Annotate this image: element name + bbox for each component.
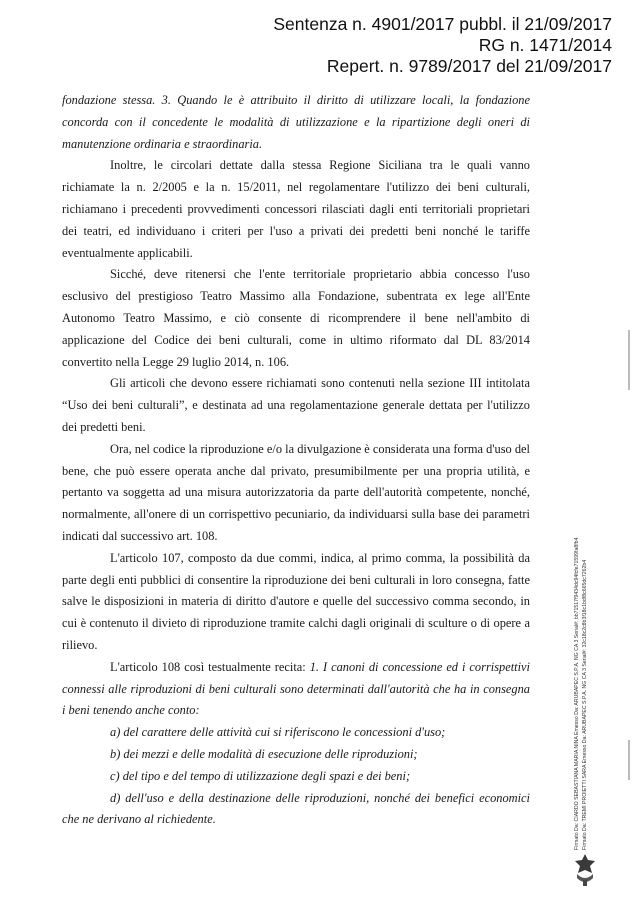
list-item-b: b) dei mezzi e delle modalità di esecuzione delle riproduzioni; (110, 746, 418, 761)
rg-number: RG n. 1471/2014 (478, 35, 612, 55)
list-item-a: a) del carattere delle attività cui si riferiscono le concessioni d'uso; (110, 725, 446, 740)
paragraph-article-108 (62, 657, 530, 722)
paragraph: Sicché, deve ritenersi che l'ente territoriale proprietario abbia concesso l'uso esclusivo del prestigioso Teatro Massimo alla Fondazione, subentrata ex lege all'Ente Autonomo Teatro Massimo, e ciò consente di ricomprendere il bene nell'ambito di applicazione del Codice dei beni culturali, come in ultimo riformato dal DL 83/2014 convertito nella Legge 29 luglio 2014, n. 106. (62, 267, 530, 369)
paragraph-continuation: fondazione stessa. 3. Quando le è attribuito il diritto di utilizzare locali, la fondazione concorda con il concedente le modalità di utilizzazione e la ripartizione degli oneri di manutenzione ordinaria e straordinaria. (62, 93, 530, 151)
paragraph: Ora, nel codice la riproduzione e/o la divulgazione è considerata una forma d'uso del bene, che può essere operata anche dal privato, presumibilmente per una propria utilità, e pertanto va soggetta ad una misura autorizzatoria da parte dell'autorità competente, nonché, normalmente, all'onere di un corrispettivo pecuniario, da individuarsi sulla base dei parametri indicati dal successivo art. 108. (62, 441, 530, 543)
sentence-number: Sentenza n. 4901/2017 pubbl. il 21/09/2017 (273, 14, 612, 34)
scan-edge-mark (628, 740, 630, 780)
list-item-d: d) dell'uso e della destinazione delle riproduzioni, nonché dei benefici economici che ne derivano al richiedente. (62, 790, 530, 827)
article-quote: 1. I canoni di concessione ed i corrispettivi connessi alle riproduzioni di beni culturali sono determinati dall'autorità che ha in consegna i beni tenendo anche conto: (62, 659, 530, 718)
digital-signature-strip (574, 380, 590, 850)
paragraph: L'articolo 107, composto da due commi, indica, al primo comma, la possibilità da parte degli enti pubblici di consentire la riproduzione dei beni culturali in loro consegna, fatte salve le disposizioni in materia di diritto d'autore e quelle del successivo comma secondo, in cui è contenuto il divieto di riproduzione tramite calchi dagli originali di sculture o di opere a rilievo. (62, 550, 530, 652)
signature-line: Firmato Da: CIARDO SEBASTIANA MARIA NINA Emesso Da: ARUBAPEC S.P.A. NG CA 3 Serial#: bb71517f9434dc94fcfe71599fa8fb4 (574, 537, 580, 850)
signature-line: Firmato Da: TREMI PROIETTI SARA Emesso Da: ARUBAPEC S.P.A. NG CA 3 Serial#: 32c18c2c8b3f18c1bdf8c665dc7262b4 (582, 559, 588, 850)
paragraph: Gli articoli che devono essere richiamati sono contenuti nella sezione III intitolata “Uso dei beni culturali”, e destinata ad una regolamentazione generale dettata per l'utilizzo dei predetti beni. (62, 376, 530, 434)
list-item-c: c) del tipo e del tempo di utilizzazione degli spazi e dei beni; (110, 768, 411, 783)
paragraph: Inoltre, le circolari dettate dalla stessa Regione Siciliana tra le quali vanno richiamate la n. 2/2005 e la n. 15/2011, nel regolamentare l'utilizzo dei beni culturali, richiamano i precedenti provvedimenti concessori rilasciati dagli enti territoriali proprietari dei teatri, ed individuano i criteri per l'uso a privati dei predetti beni nonché le tariffe eventualmente applicabili. (62, 158, 530, 260)
document-body (62, 90, 530, 831)
repertory-number: Repert. n. 9789/2017 del 21/09/2017 (326, 56, 612, 76)
case-reference-header (273, 14, 612, 77)
republic-emblem-icon (572, 852, 598, 888)
scan-edge-mark (628, 330, 630, 390)
article-intro: L'articolo 108 così testualmente recita: (110, 659, 310, 674)
